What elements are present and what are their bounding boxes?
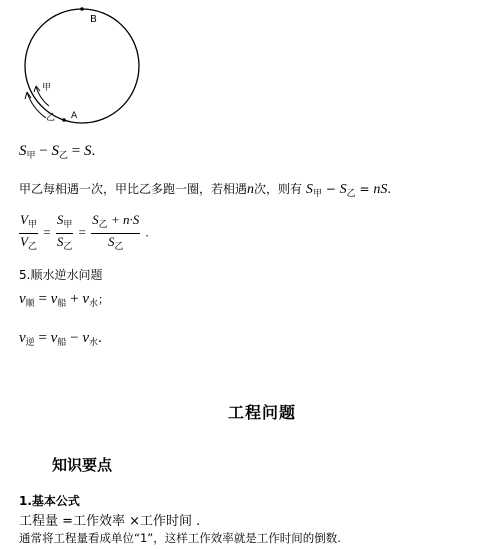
point-b-dot bbox=[80, 7, 84, 11]
fraction-s: $\frac{S_甲}{S_乙}$ bbox=[56, 212, 73, 252]
section-title: 工程问题 bbox=[228, 403, 297, 422]
point-a-dot bbox=[62, 118, 66, 122]
fraction-v: $\frac{V_甲}{V_乙}$ bbox=[20, 212, 37, 252]
unit-note: 通常将工程量看成单位“1”，这样工作效率就是工作时间的倒数. bbox=[19, 531, 341, 545]
formula-distance-difference: $S_甲 - S_乙 = S$. bbox=[19, 143, 96, 161]
basic-formula-heading: 1.基本公式 bbox=[19, 494, 80, 508]
track-circle-diagram bbox=[14, 0, 154, 132]
label-yi: 乙 bbox=[46, 113, 56, 123]
label-jia: 甲 bbox=[42, 83, 52, 93]
meet-rule-line: 甲乙每相遇一次，甲比乙多跑一圈，若相遇n次，则有 $S_甲 - S_乙$ = nS. bbox=[19, 182, 392, 199]
fraction-sum: $\frac{S_乙 + n\cdot S}{S_乙}$ bbox=[92, 212, 140, 252]
subsection-title: 知识要点 bbox=[52, 456, 113, 474]
speed-ratio-formula: $\frac{V_甲}{V_乙}$ = $\frac{S_甲}{S_乙}$ = $\frac{S_乙 + n\cdot S}{S_乙}$ . bbox=[20, 212, 149, 252]
formula-upstream-speed: $v_逆 = v_船 - v_水$. bbox=[19, 330, 102, 348]
heading-downstream-upstream: 5.顺水逆水问题 bbox=[19, 268, 103, 282]
label-a: A bbox=[71, 111, 78, 121]
track-circle bbox=[25, 9, 139, 123]
formula-downstream-speed: $v_顺 = v_船 + v_水$； bbox=[19, 291, 109, 309]
label-b: B bbox=[90, 14, 97, 25]
work-formula: 工程量 =工作效率 ×工作时间 . bbox=[19, 514, 201, 529]
